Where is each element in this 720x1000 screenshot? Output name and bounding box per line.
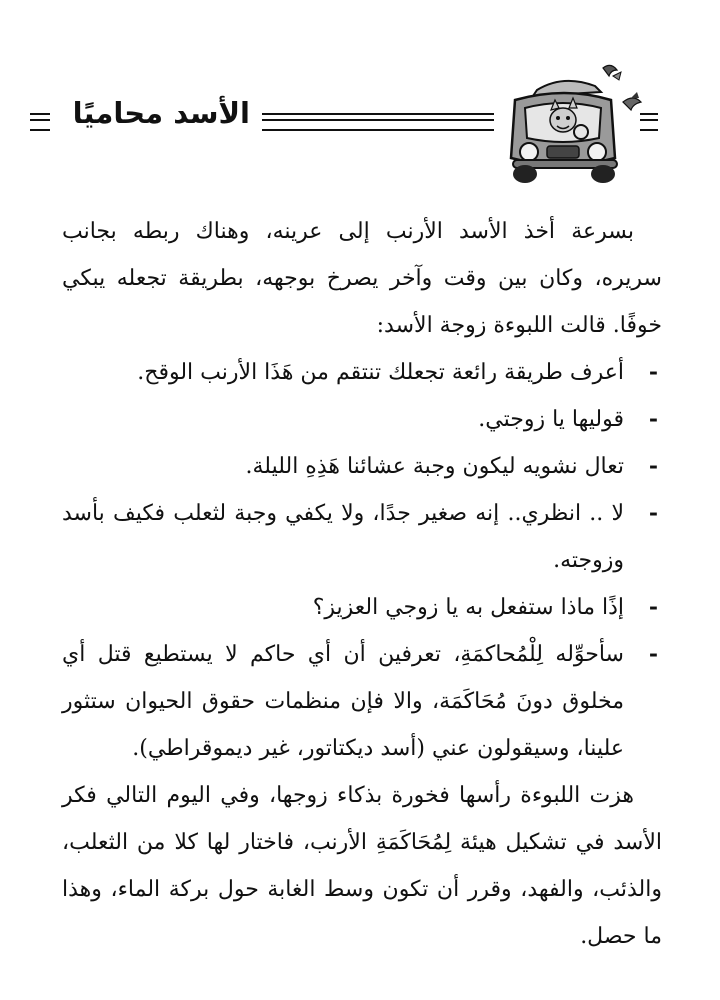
dialogue-line: - سأحوِّله لِلْمُحاكمَةِ، تعرفين أن أي حاكم لا يستطيع قتل أي مخلوق دونَ مُحَاكَمَة، والا فإن منظمات حقوق الحيوان ستثور علينا، وسيقولون عني (أسد ديكتاتور، غير ديموقراطي).: [62, 631, 662, 772]
intro-paragraph: بسرعة أخذ الأسد الأرنب إلى عرينه، وهناك ربطه بجانب سريره، وكان بين وقت وآخر يصرخ بوجهه، بطريقة تجعله يبكي خوفًا. قالت اللبوءة زوجة الأسد:: [62, 219, 662, 338]
dialogue-line: - قوليها يا زوجتي.: [62, 396, 662, 443]
dialogue-line: - تعال نشويه ليكون وجبة عشائنا هَذِهِ الليلة.: [62, 443, 662, 490]
dialogue-line: - لا .. انظري.. إنه صغير جدًا، ولا يكفي وجبة لثعلب فكيف بأسد وزوجته.: [62, 490, 662, 584]
decorative-rule: [262, 113, 494, 131]
dialogue-list: [62, 349, 662, 772]
chapter-title: الأسد محاميًا: [72, 96, 250, 130]
decorative-rule: [30, 113, 50, 131]
dialogue-line: - إذًا ماذا ستفعل به يا زوجي العزيز؟: [62, 584, 662, 631]
closing-paragraph: هزت اللبوءة رأسها فخورة بذكاء زوجها، وفي اليوم التالي فكر الأسد في تشكيل هيئة لِمُحَاكَمَةِ الأرنب، فاختار لها كلا من الثعلب، والذئب، والفهد، وقرر أن تكون وسط الغابة حول بركة الماء، وهذا ما حصل.: [62, 783, 662, 949]
car-with-animals-icon: [485, 60, 645, 190]
dialogue-line: - أعرف طريقة رائعة تجعلك تنتقم من هَذَا الأرنب الوقح.: [62, 349, 662, 396]
page-header: [30, 60, 685, 190]
story-body: [62, 208, 662, 960]
